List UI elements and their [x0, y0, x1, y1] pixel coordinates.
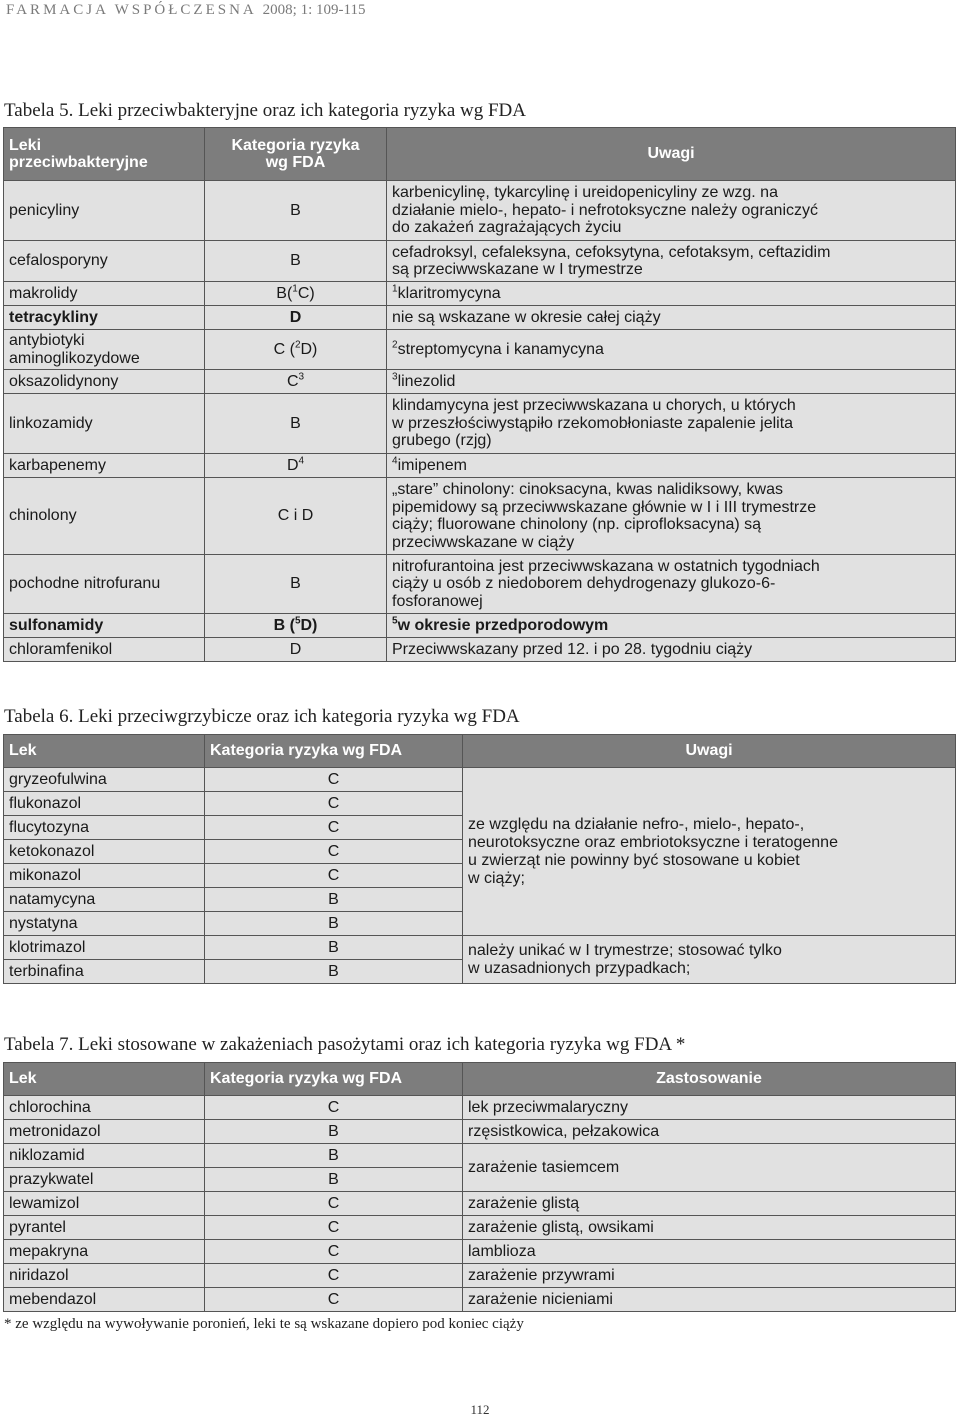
use-cell: rzęsistkowica, pełzakowica [463, 1120, 956, 1144]
notes-cell-general: ze względu na działanie nefro-, mielo-, hepato-, neurotoksyczne oraz embriotoksyczne i teratogenne u zwierząt nie powinny być stosowane u kobiet w ciąży; [463, 768, 956, 936]
table-row [4, 555, 956, 614]
drug-cell: terbinafina [4, 960, 205, 984]
drug-cell: mebendazol [4, 1288, 205, 1312]
table-row [4, 768, 956, 792]
category-cell: B [205, 555, 387, 614]
category-cell: B ($^5$D) [205, 614, 387, 638]
drug-cell: flucytozyna [4, 816, 205, 840]
notes-cell: $^3$linezolid [387, 370, 956, 394]
drug-cell: niklozamid [4, 1144, 205, 1168]
notes-cell: nie są wskazane w okresie całej ciąży [387, 306, 956, 330]
table-row [4, 394, 956, 454]
category-cell: B [205, 1144, 463, 1168]
category-cell: C [205, 1288, 463, 1312]
notes-cell: klindamycyna jest przeciwwskazana u chorych, u których w przeszłościwystąpiło rzekomobłoniaste zapalenie jelita grubego (rzjg) [387, 394, 956, 454]
drug-cell: penicyliny [4, 181, 205, 241]
notes-cell: $^4$imipenem [387, 454, 956, 478]
use-cell: zarażenie glistą, owsikami [463, 1216, 956, 1240]
table7 [3, 1062, 956, 1312]
table5-caption: Tabela 5. Leki przeciwbakteryjne oraz ich kategoria ryzyka wg FDA [4, 100, 526, 121]
notes-cell: $^1$klaritromycyna [387, 282, 956, 306]
drug-cell: cefalosporyny [4, 241, 205, 282]
table5-header-category: Kategoria ryzyka wg FDA [205, 128, 387, 181]
drug-cell: antybiotyki aminoglikozydowe [4, 330, 205, 370]
category-cell: B [205, 960, 463, 984]
running-header [6, 2, 365, 19]
table7-header-use: Zastosowanie [463, 1063, 956, 1096]
category-cell: C [205, 1096, 463, 1120]
table-row [4, 181, 956, 241]
category-cell: $D^4$ [205, 454, 387, 478]
notes-cell: nitrofurantoina jest przeciwwskazana w ostatnich tygodniach ciąży u osób z niedoborem dehydrogenazy glukozo-6- fosforanowej [387, 555, 956, 614]
notes-cell: Przeciwwskazany przed 12. i po 28. tygodniu ciąży [387, 638, 956, 662]
category-cell: C [205, 1264, 463, 1288]
category-cell: B [205, 394, 387, 454]
category-cell: C [205, 864, 463, 888]
drug-cell: flukonazol [4, 792, 205, 816]
drug-cell: gryzeofulwina [4, 768, 205, 792]
table6-header-notes: Uwagi [463, 735, 956, 768]
drug-cell: oksazolidynony [4, 370, 205, 394]
table-row [4, 936, 956, 960]
table-row [4, 614, 956, 638]
table7-header-category: Kategoria ryzyka wg FDA [205, 1063, 463, 1096]
use-cell: zarażenie glistą [463, 1192, 956, 1216]
category-cell: C [205, 792, 463, 816]
drug-cell: tetracykliny [4, 306, 205, 330]
category-cell: C [205, 1240, 463, 1264]
drug-cell: klotrimazol [4, 936, 205, 960]
journal-citation: 2008; 1: 109-115 [262, 2, 366, 18]
table5-header-row [4, 128, 956, 181]
category-cell: B [205, 181, 387, 241]
notes-cell: $^2$streptomycyna i kanamycyna [387, 330, 956, 370]
use-cell: lamblioza [463, 1240, 956, 1264]
category-cell: C [205, 1192, 463, 1216]
drug-cell: chlorochina [4, 1096, 205, 1120]
table5 [3, 127, 956, 662]
category-cell: D [205, 638, 387, 662]
drug-cell: pyrantel [4, 1216, 205, 1240]
category-cell: C [205, 768, 463, 792]
drug-cell: ketokonazol [4, 840, 205, 864]
notes-cell: „stare” chinolony: cinoksacyna, kwas nalidiksowy, kwas pipemidowy są przeciwwskazane głównie w I i III trymestrze ciąży; fluorowane chinolony (np. ciprofloksacyna) są przeciwwskazane w ciąży [387, 478, 956, 555]
table-row [4, 1240, 956, 1264]
notes-cell: karbenicylinę, tykarcylinę i ureidopenicyliny ze wzg. na działanie mielo-, hepato- i nefrotoksyczne należy ograniczyć do zakażeń zagrażających życiu [387, 181, 956, 241]
category-cell: B [205, 1168, 463, 1192]
table-row [4, 330, 956, 370]
category-cell: D [205, 306, 387, 330]
table5-header-drug: Leki przeciwbakteryjne [4, 128, 205, 181]
table-row [4, 1192, 956, 1216]
category-cell: B [205, 1120, 463, 1144]
drug-cell: natamycyna [4, 888, 205, 912]
footnote: * ze względu na wywoływanie poronień, leki te są wskazane dopiero pod koniec ciąży [4, 1316, 524, 1332]
table6-header-drug: Lek [4, 735, 205, 768]
table-row [4, 282, 956, 306]
category-cell: B [205, 936, 463, 960]
table7-caption: Tabela 7. Leki stosowane w zakażeniach pasożytami oraz ich kategoria ryzyka wg FDA * [4, 1034, 686, 1055]
table5-header-notes: Uwagi [387, 128, 956, 181]
drug-cell: chinolony [4, 478, 205, 555]
category-cell: B [205, 912, 463, 936]
drug-cell: metronidazol [4, 1120, 205, 1144]
table-row [4, 370, 956, 394]
table-row [4, 1120, 956, 1144]
use-cell: zarażenie przywrami [463, 1264, 956, 1288]
use-cell: zarażenie nicieniami [463, 1288, 956, 1312]
drug-cell: chloramfenikol [4, 638, 205, 662]
table7-header-drug: Lek [4, 1063, 205, 1096]
table-row [4, 638, 956, 662]
drug-cell: nystatyna [4, 912, 205, 936]
category-cell: C i D [205, 478, 387, 555]
category-cell: C [205, 840, 463, 864]
category-cell: B($^1$C) [205, 282, 387, 306]
table-row [4, 478, 956, 555]
notes-cell-topical: należy unikać w I trymestrze; stosować tylko w uzasadnionych przypadkach; [463, 936, 956, 984]
journal-name: FARMACJA WSPÓŁCZESNA [6, 2, 256, 18]
table-row [4, 1288, 956, 1312]
table-row [4, 241, 956, 282]
drug-cell: lewamizol [4, 1192, 205, 1216]
use-cell: lek przeciwmalaryczny [463, 1096, 956, 1120]
category-cell: C [205, 816, 463, 840]
use-cell: zarażenie tasiemcem [463, 1144, 956, 1192]
table-row [4, 1264, 956, 1288]
category-cell: B [205, 241, 387, 282]
table-row [4, 1096, 956, 1120]
notes-cell: $^5$w okresie przedporodowym [387, 614, 956, 638]
table-row [4, 306, 956, 330]
drug-cell: pochodne nitrofuranu [4, 555, 205, 614]
table-row [4, 1216, 956, 1240]
table6 [3, 734, 956, 984]
table7-header-row [4, 1063, 956, 1096]
drug-cell: prazykwatel [4, 1168, 205, 1192]
notes-cell: cefadroksyl, cefaleksyna, cefoksytyna, cefotaksym, ceftazidim są przeciwwskazane w I trymestrze [387, 241, 956, 282]
table6-header-row [4, 735, 956, 768]
table-row [4, 454, 956, 478]
drug-cell: mepakryna [4, 1240, 205, 1264]
page-number: 112 [470, 1402, 490, 1417]
category-cell: $C^3$ [205, 370, 387, 394]
table-row [4, 1144, 956, 1168]
drug-cell: linkozamidy [4, 394, 205, 454]
category-cell: B [205, 888, 463, 912]
drug-cell: karbapenemy [4, 454, 205, 478]
drug-cell: makrolidy [4, 282, 205, 306]
drug-cell: sulfonamidy [4, 614, 205, 638]
category-cell: C ($^2$D) [205, 330, 387, 370]
drug-cell: niridazol [4, 1264, 205, 1288]
drug-cell: mikonazol [4, 864, 205, 888]
table6-header-category: Kategoria ryzyka wg FDA [205, 735, 463, 768]
table6-caption: Tabela 6. Leki przeciwgrzybicze oraz ich kategoria ryzyka wg FDA [4, 706, 520, 727]
category-cell: C [205, 1216, 463, 1240]
